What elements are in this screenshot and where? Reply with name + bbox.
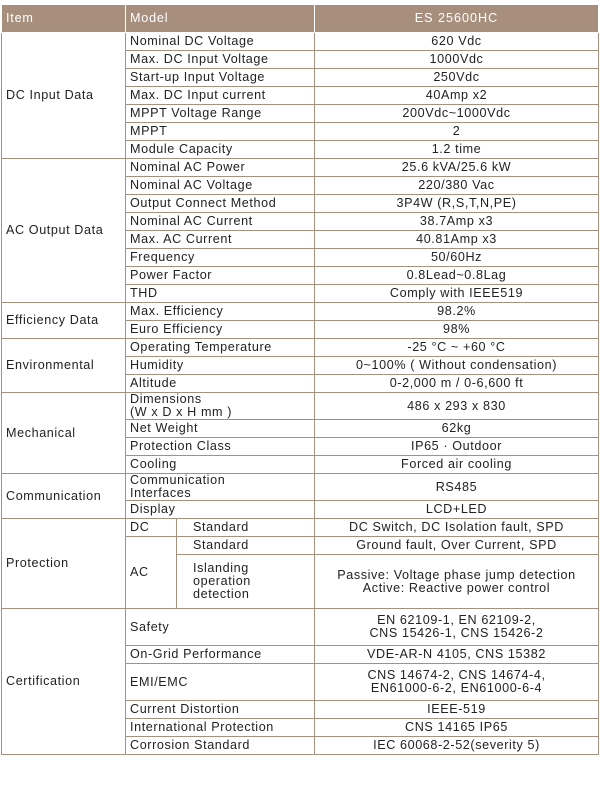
spec-value: 98% — [315, 321, 599, 339]
spec-label: EMI/EMC — [126, 664, 315, 701]
spec-label: Output Connect Method — [126, 195, 315, 213]
spec-value: 620 Vdc — [315, 33, 599, 51]
spec-label: Humidity — [126, 357, 315, 375]
spec-label: On-Grid Performance — [126, 646, 315, 664]
spec-label: International Protection — [126, 719, 315, 737]
spec-label: Safety — [126, 609, 315, 646]
spec-label: Max. DC Input Voltage — [126, 51, 315, 69]
spec-label: Max. Efficiency — [126, 303, 315, 321]
spec-label-line: Dimensions — [130, 392, 202, 406]
table-row — [2, 339, 599, 357]
spec-label: Protection Class — [126, 438, 315, 456]
spec-label: Display — [126, 501, 315, 519]
category-efficiency: Efficiency Data — [2, 303, 126, 339]
spec-value: LCD+LED — [315, 501, 599, 519]
spec-label: Nominal AC Voltage — [126, 177, 315, 195]
spec-label: MPPT — [126, 123, 315, 141]
spec-value: 50/60Hz — [315, 249, 599, 267]
spec-label: Corrosion Standard — [126, 737, 315, 755]
spec-label-islanding — [177, 555, 315, 609]
spec-label: Standard — [177, 519, 315, 537]
spec-value: 0-2,000 m / 0-6,600 ft — [315, 375, 599, 393]
spec-value: 1000Vdc — [315, 51, 599, 69]
spec-value-line: CNS 14674-2, CNS 14674-4, — [367, 668, 546, 682]
spec-value: RS485 — [315, 474, 599, 501]
spec-value: 62kg — [315, 420, 599, 438]
spec-value-line: Active: Reactive power control — [362, 580, 551, 595]
spec-value: CNS 14165 IP65 — [315, 719, 599, 737]
spec-label-line: Communication — [130, 473, 226, 487]
spec-value-line: Passive: Voltage phase jump detection — [337, 567, 576, 582]
spec-label: THD — [126, 285, 315, 303]
spec-label-line: Interfaces — [130, 486, 192, 500]
spec-label: Max. DC Input current — [126, 87, 315, 105]
spec-value: VDE-AR-N 4105, CNS 15382 — [315, 646, 599, 664]
spec-label-dimensions — [126, 393, 315, 420]
category-dc-input: DC Input Data — [2, 33, 126, 159]
spec-value: DC Switch, DC Isolation fault, SPD — [315, 519, 599, 537]
spec-value: 40.81Amp x3 — [315, 231, 599, 249]
header-row — [2, 5, 599, 33]
category-communication: Communication — [2, 474, 126, 519]
spec-value: 200Vdc~1000Vdc — [315, 105, 599, 123]
spec-label: MPPT Voltage Range — [126, 105, 315, 123]
table-row — [2, 33, 599, 51]
table-row — [2, 609, 599, 646]
spec-label: Frequency — [126, 249, 315, 267]
spec-label: Power Factor — [126, 267, 315, 285]
spec-value: 0~100% ( Without condensation) — [315, 357, 599, 375]
spec-label-interfaces — [126, 474, 315, 501]
spec-value: IEEE-519 — [315, 701, 599, 719]
spec-label-line: detection — [193, 587, 250, 601]
protection-dc-label: DC — [126, 519, 177, 537]
spec-label: Nominal DC Voltage — [126, 33, 315, 51]
spec-value: 25.6 kVA/25.6 kW — [315, 159, 599, 177]
spec-value: Comply with IEEE519 — [315, 285, 599, 303]
spec-value: Ground fault, Over Current, SPD — [315, 537, 599, 555]
spec-label-line: operation — [193, 574, 251, 588]
spec-label: Cooling — [126, 456, 315, 474]
spec-label: Standard — [177, 537, 315, 555]
spec-label-line: Islanding — [193, 561, 249, 575]
spec-table — [1, 4, 599, 755]
spec-value-emi — [315, 664, 599, 701]
spec-label: Euro Efficiency — [126, 321, 315, 339]
spec-value: 250Vdc — [315, 69, 599, 87]
spec-value: IP65 · Outdoor — [315, 438, 599, 456]
spec-label: Module Capacity — [126, 141, 315, 159]
spec-value: 1.2 time — [315, 141, 599, 159]
protection-ac-label: AC — [126, 537, 177, 609]
spec-value: 2 — [315, 123, 599, 141]
header-model-value: ES 25600HC — [315, 5, 599, 33]
spec-label-line: (W x D x H mm ) — [130, 405, 233, 419]
category-certification: Certification — [2, 609, 126, 755]
spec-label: Nominal AC Power — [126, 159, 315, 177]
spec-value-line: EN61000-6-2, EN61000-6-4 — [370, 681, 543, 695]
spec-value: IEC 60068-2-52(severity 5) — [315, 737, 599, 755]
table-row — [2, 474, 599, 501]
spec-value-safety — [315, 609, 599, 646]
category-environmental: Environmental — [2, 339, 126, 393]
spec-label: Operating Temperature — [126, 339, 315, 357]
spec-label: Net Weight — [126, 420, 315, 438]
table-row — [2, 303, 599, 321]
table-row — [2, 159, 599, 177]
category-ac-output: AC Output Data — [2, 159, 126, 303]
spec-value: 40Amp x2 — [315, 87, 599, 105]
spec-value: 38.7Amp x3 — [315, 213, 599, 231]
spec-value: Forced air cooling — [315, 456, 599, 474]
spec-value: -25 °C ~ +60 °C — [315, 339, 599, 357]
category-mechanical: Mechanical — [2, 393, 126, 474]
spec-value: 3P4W (R,S,T,N,PE) — [315, 195, 599, 213]
spec-label: Current Distortion — [126, 701, 315, 719]
spec-value: 486 x 293 x 830 — [315, 393, 599, 420]
spec-label: Start-up Input Voltage — [126, 69, 315, 87]
spec-label: Altitude — [126, 375, 315, 393]
category-protection: Protection — [2, 519, 126, 609]
spec-value-islanding — [315, 555, 599, 609]
header-item: Item — [2, 5, 126, 33]
table-row — [2, 519, 599, 537]
spec-value-line: EN 62109-1, EN 62109-2, — [377, 613, 536, 627]
spec-value: 220/380 Vac — [315, 177, 599, 195]
spec-label: Max. AC Current — [126, 231, 315, 249]
spec-label: Nominal AC Current — [126, 213, 315, 231]
spec-value-line: CNS 15426-1, CNS 15426-2 — [369, 626, 544, 640]
header-model-label: Model — [126, 5, 315, 33]
table-row — [2, 393, 599, 420]
spec-value: 98.2% — [315, 303, 599, 321]
spec-value: 0.8Lead~0.8Lag — [315, 267, 599, 285]
